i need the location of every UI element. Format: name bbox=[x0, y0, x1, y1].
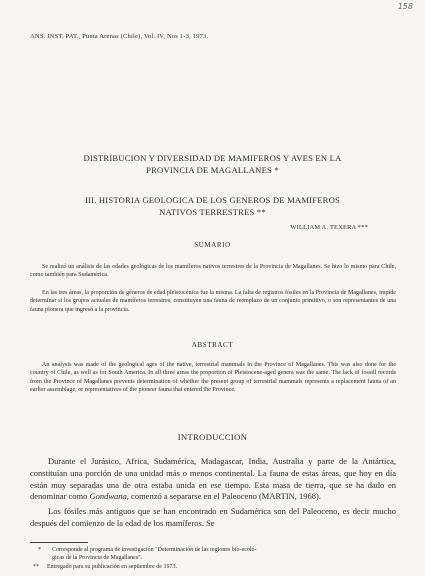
abstract-heading: ABSTRACT bbox=[191, 341, 234, 349]
introduccion-paragraph-1: Durante el Jurásico, Africa, Sudamérica, Madagascar, India, Australia y parte de la Antártica, constituían una porción de una unidad más o menos continental. La fauna de estas áreas, que hoy en día están muy separadas una de otra estaba unida en ese tiempo. Esta masa de tierra, que se ha dado en denominar como Gondwana, comenzó a separarse en el Paleoceno (MARTIN, 1968). bbox=[30, 456, 396, 502]
introduccion-heading: INTRODUCCION bbox=[177, 432, 248, 442]
article-title bbox=[0, 152, 425, 176]
gondwana-term: Gondwana bbox=[89, 491, 127, 502]
footnote-1-mark: * bbox=[38, 547, 41, 553]
page-number-mark: 158 bbox=[397, 2, 413, 11]
introduccion-paragraph-2: Los fósiles más antiguos que se han encontrado en Sudamérica son del Paleoceno, es decir mucho después del comienzo de la edad de los mamíferos. Se bbox=[30, 506, 396, 528]
footnote-2: ** Entregado para su publicación en septiembre de 1973. bbox=[33, 564, 177, 570]
article-title-line-1: DISTRIBUCION Y DIVERSIDAD DE MAMIFEROS Y AVES EN LA bbox=[83, 153, 342, 163]
footnote-1: * Corresponde al programa de investigación "Determinación de las regiones bio-ecoló- gicas de la Provincia de Magallanes". bbox=[38, 547, 257, 561]
part-title-line-1: III. HISTORIA GEOLOGICA DE LOS GENEROS DE MAMIFEROS bbox=[85, 195, 340, 205]
part-title bbox=[0, 194, 425, 218]
part-title-line-2: NATIVOS TERRESTRES ** bbox=[159, 207, 266, 217]
running-head: ANS. INST. PAT., Punta Arenas (Chile), Vol. IV, Nos 1-3, 1973. bbox=[30, 33, 209, 40]
footnote-divider bbox=[30, 542, 88, 543]
author-name: WILLIAM A. TEXERA *** bbox=[290, 224, 368, 231]
sumario-paragraph-2: En las tres áreas, la proporción de géneros de edad pleistocénica fue la misma. La falta de registros fósiles en la Provincia de Magallanes, impide determinar si los grupos actuales de mamíferos terrestres, constituyen una fauna de reemplazo de un conjunto primitivo, o son representantes de una fauna pionera que ingresó a la provincia. bbox=[30, 290, 396, 313]
article-title-line-2: PROVINCIA DE MAGALLANES * bbox=[146, 165, 279, 175]
sumario-heading: SUMARIO bbox=[194, 241, 231, 249]
abstract-paragraph: An analysis was made of the geological ages of the native, terrestrial mammals in the Province of Magallanes. This was also done for the country of Chile, as well as for South America. In all three areas the proportion of Pleistocene-aged genera was the same. The lack of fossill records from the Province of Magallanes prevents determination of whether the present group of terrestrial mammals represents a replacement fauna of an earlier assemblage, or representatives of the pioneer fauna that entered the Province. bbox=[30, 362, 396, 393]
sumario-paragraph-1: Se realizó un análisis de las edades geológicas de los mamíferos nativos terrestres de la Provincia de Magallanes. Se hizo lo mismo para Chile, como también para Sudamérica. bbox=[30, 264, 396, 279]
footnote-2-mark: ** bbox=[33, 564, 39, 570]
